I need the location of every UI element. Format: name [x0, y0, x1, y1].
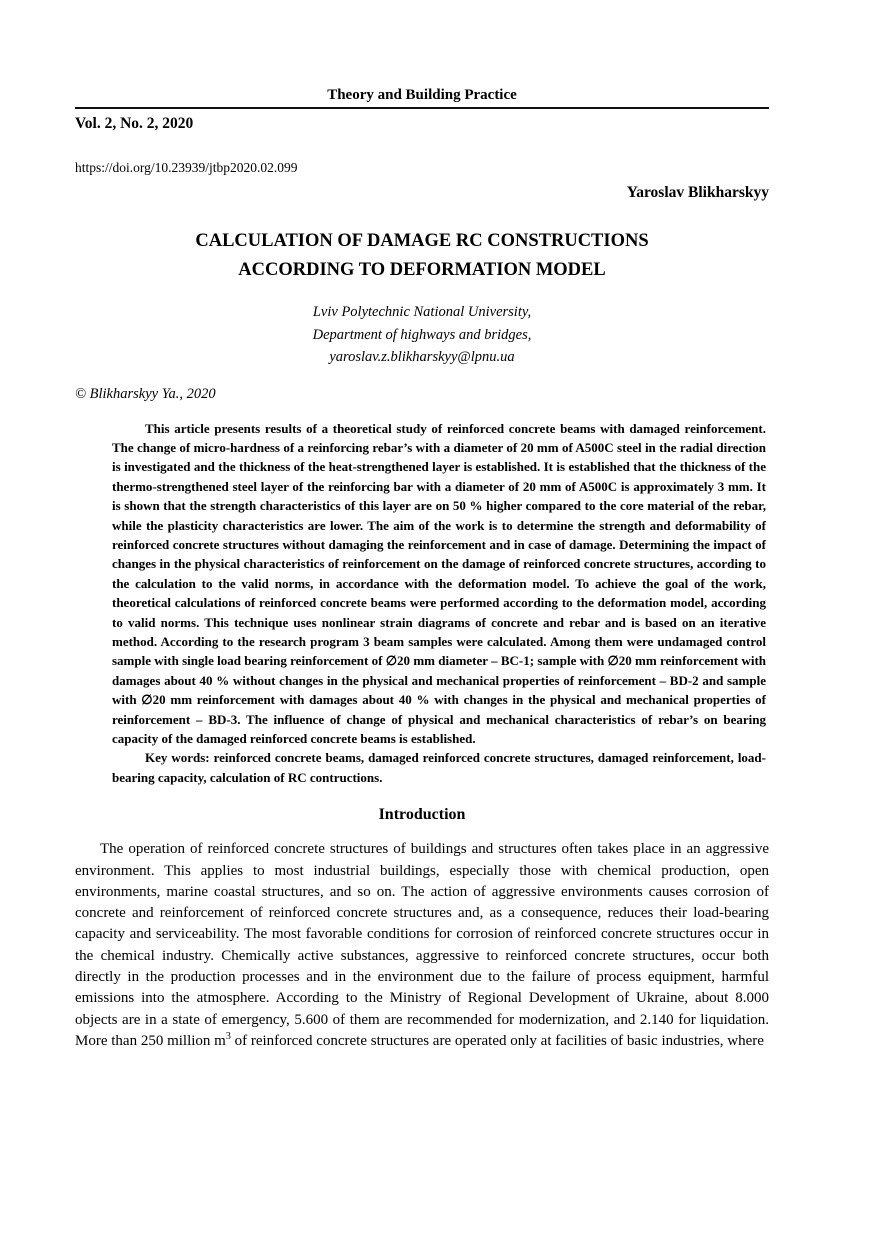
- abstract-text: This article presents results of a theoretical study of reinforced concrete beams with damaged reinforcement. The change of micro-hardness of a reinforcing rebar’s with a diameter of 20 mm of A500C steel in the radial direction is investigated and the thickness of the heat-strengthened layer is established. It is established that the thickness of the thermo-strengthened steel layer of the reinforcing bar with a diameter of 20 mm of A500C is approximately 3 mm. It is shown that the strength characteristics of this layer are on 50 % higher compared to the core material of the rebar, while the plasticity characteristics are lower. The aim of the work is to determine the strength and deformability of reinforced concrete structures without damaging the reinforcement and in case of damage. Determining the impact of changes in the physical characteristics of reinforcement on the damage of reinforced concrete structures, according to the calculation to the valid norms, in accordance with the deformation model. To achieve the goal of the work, theoretical calculations of reinforced concrete beams were performed according to the deformation model, according to valid norms. This technique uses nonlinear strain diagrams of concrete and rebar and is based on an iterative method. According to the research program 3 beam samples were calculated. Among them were undamaged control sample with single load bearing reinforcement of ∅20 mm diameter – BC-1; sample with ∅20 mm reinforcement with damages about 40 % without changes in the physical and mechanical properties of reinforcement – BD-2 and sample with ∅20 mm reinforcement with damages about 40 % with changes in the physical and mechanical properties of reinforcement – BD-3. The influence of change of physical and mechanical characteristics of rebar’s on bearing capacity of the damaged reinforced concrete beams is established.: [112, 420, 766, 746]
- volume-issue: Vol. 2, No. 2, 2020: [75, 115, 194, 132]
- cubic-meter-superscript: 3: [225, 1030, 231, 1042]
- paper-title: [75, 227, 769, 285]
- journal-title: Theory and Building Practice: [327, 87, 517, 103]
- keywords-text: Key words: reinforced concrete beams, damaged reinforced concrete structures, damaged reinforcement, load-bearing capacity, calculation of RC contructions.: [112, 750, 766, 785]
- header-divider-rule: [75, 107, 769, 109]
- section-heading-introduction: Introduction: [378, 806, 466, 824]
- paper-title-line-1: CALCULATION OF DAMAGE RC CONSTRUCTIONS: [195, 231, 649, 251]
- affiliation-department: Department of highways and bridges,: [312, 326, 532, 343]
- abstract-block: [112, 419, 766, 788]
- author-name: Yaroslav Blikharskyy: [626, 184, 769, 201]
- copyright-notice: © Blikharskyy Ya., 2020: [75, 385, 216, 402]
- affiliation-university: Lviv Polytechnic National University,: [312, 304, 532, 320]
- affiliation-block: [75, 301, 769, 369]
- doi-link[interactable]: https://doi.org/10.23939/jtbp2020.02.099: [75, 160, 298, 175]
- affiliation-email: yaroslav.z.blikharskyy@lpnu.ua: [329, 349, 515, 365]
- introduction-text-part-1: The operation of reinforced concrete structures of buildings and structures often takes place in an aggressive environment. This applies to most industrial buildings, especially those with chemical production, open environments, marine coastal structures, and so on. The action of aggressive environments causes corrosion of concrete and reinforcement of reinforced concrete structures and, as a consequence, reduces their load-bearing capacity and serviceability. The most favorable conditions for corrosion of reinforced concrete structures occur in the chemical industry. Chemically active substances, aggressive to reinforced concrete structures, occur both directly in the production processes and in the environment due to the failure of process equipment, harmful emissions into the atmosphere. According to the Ministry of Regional Development of Ukraine, about 8.000 objects are in a state of emergency, 5.600 of them are recommended for modernization, and 2.140 for liquidation. More than 250 million m: [75, 841, 769, 1049]
- introduction-text-part-2: of reinforced concrete structures are operated only at facilities of basic industries, where: [230, 1032, 764, 1049]
- paper-title-line-2: ACCORDING TO DEFORMATION MODEL: [238, 260, 606, 280]
- introduction-paragraph: [75, 839, 769, 1052]
